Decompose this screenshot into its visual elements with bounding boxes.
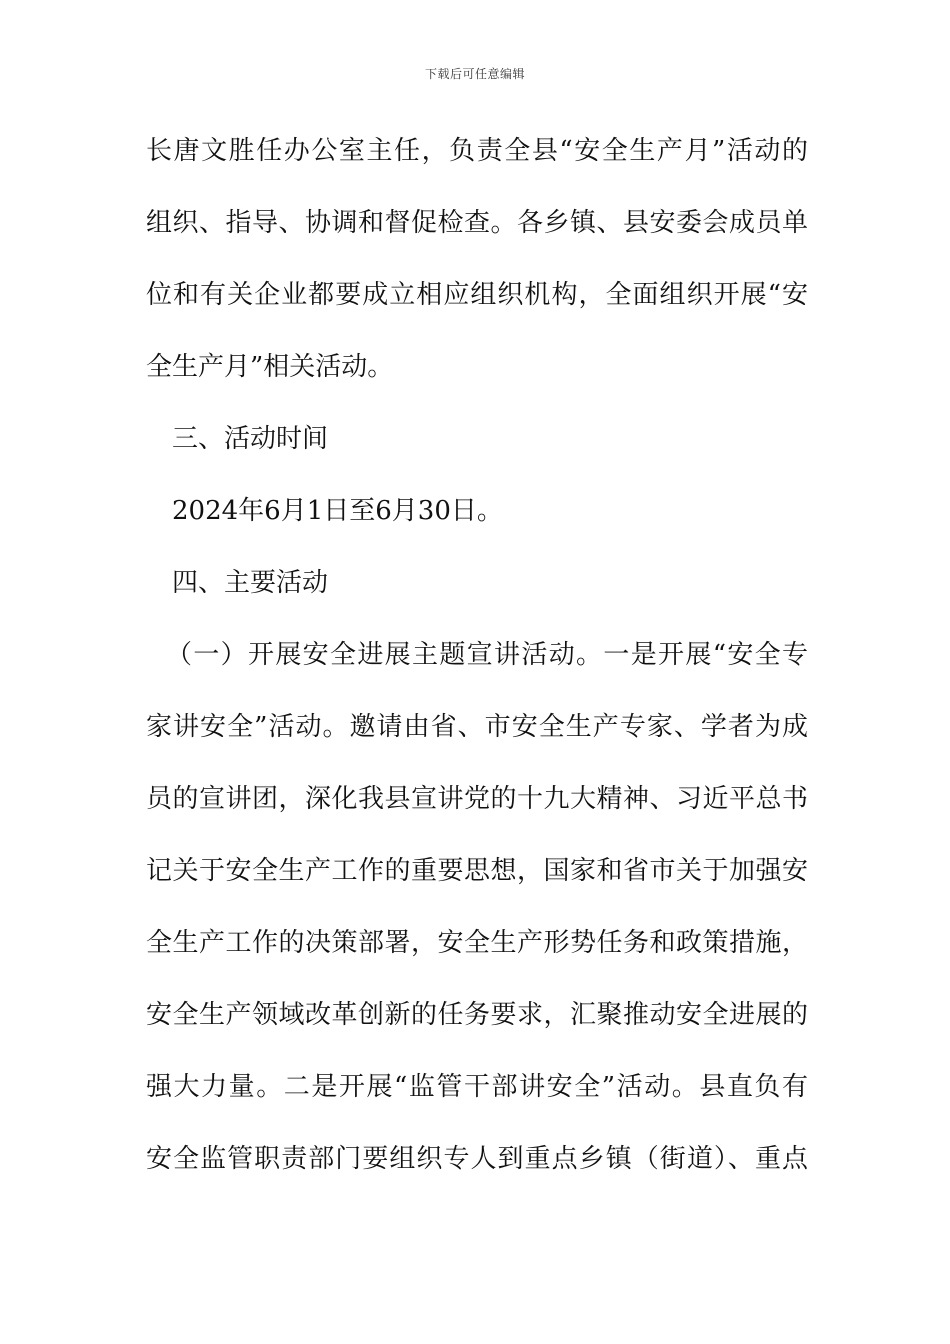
paragraph-line: 记关于安全生产工作的重要思想，国家和省市关于加强安 xyxy=(146,856,808,886)
paragraph-line: 安全生产领域改革创新的任务要求，汇聚推动安全进展的 xyxy=(146,1000,808,1030)
document-body xyxy=(146,128,808,1208)
header-note: 下载后可任意编辑 xyxy=(424,67,525,81)
section-heading: 四、主要活动 xyxy=(172,568,329,598)
paragraph-line: 家讲安全”活动。邀请由省、市安全生产专家、学者为成 xyxy=(146,712,808,742)
paragraph-line: 安全监管职责部门要组织专人到重点乡镇（街道）、重点 xyxy=(146,1144,808,1174)
section-heading: 三、活动时间 xyxy=(172,424,329,454)
paragraph-line: 位和有关企业都要成立相应组织机构，全面组织开展“安 xyxy=(146,280,808,310)
paragraph-line: 2024年6月1日至6月30日。 xyxy=(172,496,503,526)
paragraph-line: 长唐文胜任办公室主任，负责全县“安全生产月”活动的 xyxy=(146,136,808,166)
paragraph-line: 全生产工作的决策部署，安全生产形势任务和政策措施， xyxy=(146,928,808,958)
paragraph-line: 员的宣讲团，深化我县宣讲党的十九大精神、习近平总书 xyxy=(146,784,808,814)
subsection-line: （一）开展安全进展主题宣讲活动。一是开展“安全专 xyxy=(166,640,808,670)
paragraph-line: 组织、指导、协调和督促检查。各乡镇、县安委会成员单 xyxy=(146,208,808,238)
paragraph-line: 强大力量。二是开展“监管干部讲安全”活动。县直负有 xyxy=(146,1072,808,1102)
paragraph-line: 全生产月”相关活动。 xyxy=(146,352,394,382)
